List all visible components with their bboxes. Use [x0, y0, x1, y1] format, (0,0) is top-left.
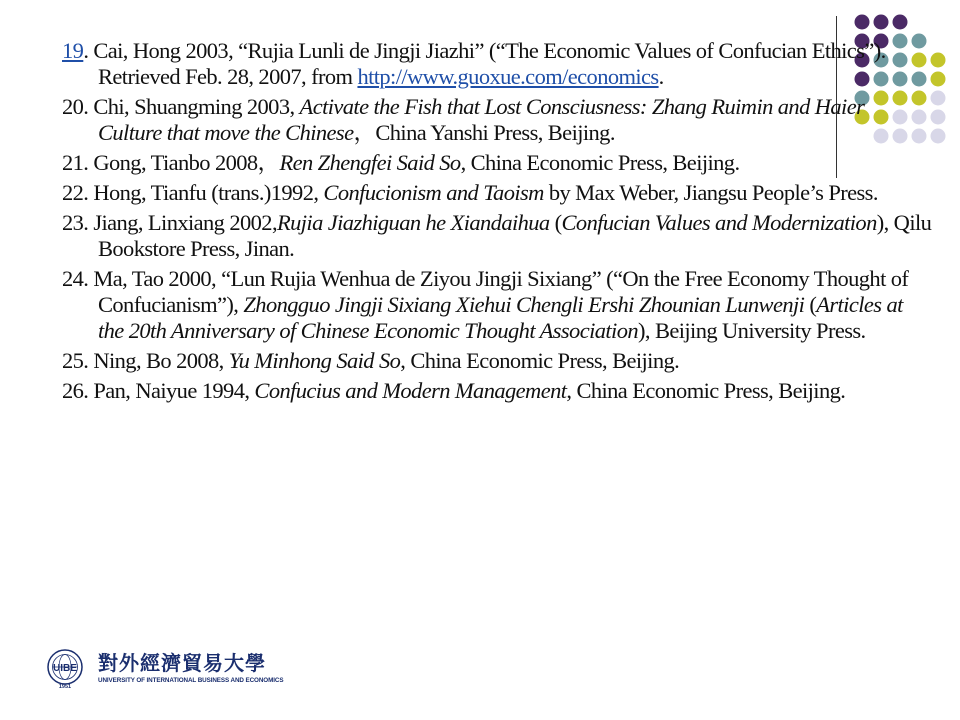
reference-text: 21. Gong, Tianbo 2008， [62, 150, 280, 175]
reference-text: , China Economic Press, Beijing. [400, 348, 680, 373]
reference-title: Confucionism and Taoism [323, 180, 544, 205]
reference-item [62, 38, 932, 90]
reference-text: ), Beijing University Press. [638, 318, 866, 343]
reference-item [62, 180, 932, 206]
reference-text: , China Economic Press, Beijing. [566, 378, 846, 403]
reference-item [62, 210, 932, 262]
reference-item [62, 150, 932, 176]
reference-item [62, 94, 932, 146]
reference-url-link[interactable]: http://www.guoxue.com/economics [357, 64, 659, 89]
decor-dot [931, 72, 946, 87]
reference-text: by Max Weber, Jiangsu People’s Press. [543, 180, 878, 205]
svg-text:UIBE: UIBE [53, 663, 77, 674]
reference-text: ), Qilu Bookstore Press, Jinan. [98, 210, 932, 261]
reference-text: 26. Pan, Naiyue 1994, [62, 378, 255, 403]
decor-dot [893, 15, 908, 30]
reference-text: . [658, 64, 664, 89]
university-logo [40, 648, 284, 690]
decor-dot [931, 91, 946, 106]
reference-title: Confucius and Modern Management [254, 378, 567, 403]
reference-item [62, 266, 932, 344]
reference-title: Zhongguo Jingji Sixiang Xiehui Chengli Ershi Zhounian Lunwenji [243, 292, 805, 317]
reference-text: ，China Yanshi Press, Beijing. [353, 120, 615, 145]
reference-title: Rujia Jiazhiguan he Xiandaihua [276, 210, 550, 235]
university-name-cn: 對外經濟貿易大學 [98, 651, 266, 675]
reference-list [62, 38, 932, 408]
university-seal-icon [40, 648, 90, 690]
reference-text: ( [549, 210, 562, 235]
reference-text: . Cai, Hong 2003, “Rujia Lunli de Jingji Jiazhi” (“The Economic Values of Confucian Ethics”). Retrieved Feb. 28, 2007, from [83, 38, 886, 89]
reference-text: ( [804, 292, 817, 317]
decor-dot [931, 110, 946, 125]
reference-title: Yu Minhong Said So [228, 348, 401, 373]
reference-title: Articles at the 20th Anniversary of Chinese Economic Thought Association [98, 292, 903, 343]
reference-title: Ren Zhengfei Said So [279, 150, 461, 175]
reference-number-link[interactable]: 19 [62, 38, 84, 63]
decor-dot [855, 15, 870, 30]
reference-text: , China Economic Press, Beijing. [460, 150, 740, 175]
reference-text: 20. Chi, Shuangming 2003, [62, 94, 300, 119]
decor-dot [931, 129, 946, 144]
decor-dot [931, 53, 946, 68]
reference-item [62, 348, 932, 374]
reference-text: 22. Hong, Tianfu (trans.)1992, [62, 180, 324, 205]
reference-title: Activate the Fish that Lost Consciusness: Zhang Ruimin and Haier Culture that move the Chinese [98, 94, 865, 145]
reference-text: 23. Jiang, Linxiang 2002, [62, 210, 277, 235]
svg-text:1951: 1951 [58, 684, 72, 690]
university-name-en: UNIVERSITY OF INTERNATIONAL BUSINESS AND ECONOMICS [98, 677, 284, 684]
reference-item [62, 378, 932, 404]
reference-text: 25. Ning, Bo 2008, [62, 348, 229, 373]
decor-dot [874, 15, 889, 30]
reference-title: Confucian Values and Modernization [561, 210, 877, 235]
reference-text: 24. Ma, Tao 2000, “Lun Rujia Wenhua de Ziyou Jingji Sixiang” (“On the Free Economy Thought of Confucianism”), [62, 266, 909, 317]
